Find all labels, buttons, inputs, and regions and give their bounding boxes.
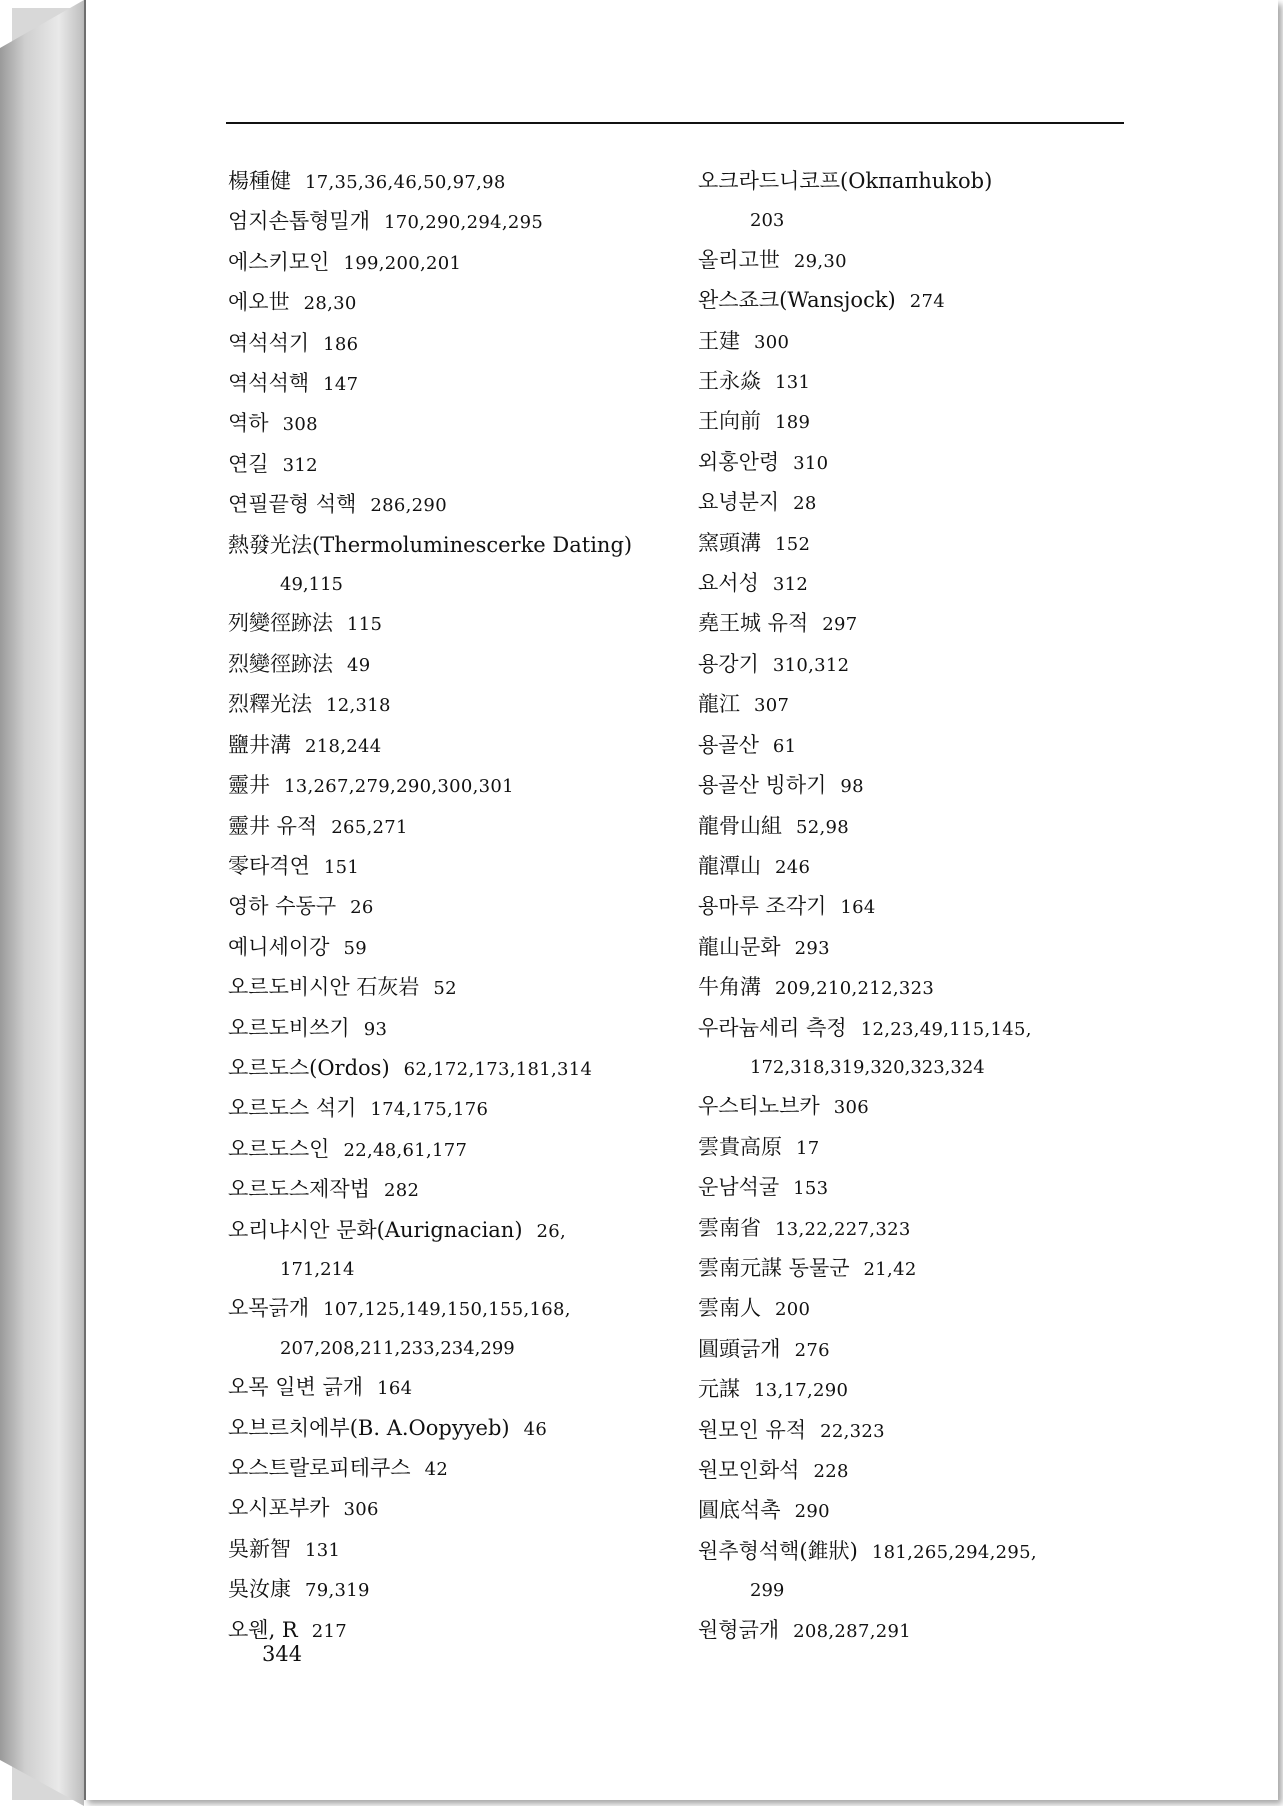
index-term: 원모인 유적	[698, 1417, 807, 1442]
index-term: 올리고世	[698, 247, 780, 272]
index-entry	[698, 402, 1138, 442]
index-pages: 26,	[536, 1220, 567, 1242]
index-pages: 12,23,49,115,145,	[860, 1018, 1032, 1040]
index-pages: 42	[424, 1459, 449, 1480]
index-term: 楊種健	[228, 169, 291, 193]
index-entry	[228, 928, 668, 968]
index-term: 오르도스 석기	[228, 1096, 357, 1121]
index-pages: 181,265,294,295,	[871, 1541, 1037, 1563]
index-pages: 22,323	[820, 1420, 885, 1442]
index-term: 우스티노브카	[698, 1094, 820, 1119]
index-term: 에오世	[228, 290, 290, 315]
index-entry	[228, 1489, 668, 1529]
index-term: 雲南元謀 동물군	[698, 1255, 850, 1280]
index-pages: 12,318	[326, 695, 391, 717]
index-term: 堯王城 유적	[698, 611, 809, 636]
index-pages: 293	[794, 937, 830, 959]
index-term: 완스죠크(Wansjock)	[698, 288, 896, 313]
index-entry	[228, 162, 668, 202]
index-term: 王永焱	[698, 369, 761, 394]
index-term: 雲貴高原	[698, 1134, 782, 1159]
index-pages: 79,319	[305, 1580, 370, 1602]
index-term: 오르도스인	[228, 1136, 330, 1161]
index-pages: 115	[347, 614, 383, 636]
index-entry	[228, 1368, 668, 1408]
index-entry	[228, 604, 668, 644]
index-pages: 152	[775, 533, 811, 555]
index-entry	[228, 968, 668, 1008]
index-pages: 310	[793, 452, 829, 474]
index-term: 元謀	[698, 1377, 740, 1402]
index-pages: 62,172,173,181,314	[403, 1058, 593, 1080]
index-entry	[698, 524, 1138, 564]
index-pages: 22,48,61,177	[343, 1139, 468, 1161]
index-pages-continued: 172,318,319,320,323,324	[750, 1056, 985, 1078]
index-entry	[698, 1491, 1138, 1531]
index-pages: 306	[833, 1097, 869, 1119]
index-pages-continued: 207,208,211,233,234,299	[280, 1337, 515, 1359]
index-term: 연길	[228, 451, 269, 476]
index-pages: 228	[813, 1461, 849, 1482]
index-entry	[698, 928, 1138, 968]
index-entry	[698, 968, 1138, 1008]
index-entry	[698, 1249, 1138, 1289]
index-entry	[228, 1530, 668, 1570]
index-pages: 310,312	[772, 654, 850, 676]
index-term: 오르도비시안 石灰岩	[228, 975, 420, 1000]
index-term: 오스트랄로피테쿠스	[228, 1456, 411, 1480]
index-term: 龍山문화	[698, 934, 781, 959]
index-entry	[228, 283, 668, 323]
index-pages: 290	[794, 1501, 830, 1523]
index-entry	[698, 726, 1138, 766]
index-entry	[698, 645, 1138, 685]
index-term: 예니세이강	[228, 934, 330, 959]
index-term: 원추형석핵(錐狀)	[698, 1538, 858, 1563]
index-pages: 21,42	[863, 1258, 917, 1280]
header-rule	[226, 122, 1124, 124]
index-pages: 151	[323, 856, 360, 878]
index-pages: 217	[311, 1620, 347, 1642]
index-entry	[698, 1209, 1138, 1249]
index-pages: 276	[794, 1339, 830, 1361]
index-term: 역석석핵	[228, 371, 310, 396]
index-entry	[228, 1049, 668, 1089]
index-pages: 131	[775, 372, 811, 394]
index-term: 列變徑跡法	[228, 611, 333, 636]
index-pages: 28	[793, 493, 817, 515]
index-column-right	[698, 162, 1138, 1651]
index-pages: 300	[754, 331, 790, 353]
index-pages: 52	[433, 978, 457, 1000]
index-term: 雲南人	[698, 1296, 761, 1321]
index-pages: 200	[775, 1299, 811, 1321]
index-entry	[228, 404, 668, 444]
index-pages: 153	[793, 1178, 829, 1200]
index-entry	[228, 445, 668, 485]
index-pages-continued: 203	[750, 210, 785, 232]
index-term: 우라늄세리 측정	[698, 1015, 847, 1040]
index-pages-continued: 171,214	[280, 1258, 355, 1280]
index-entry	[228, 1009, 668, 1049]
index-pages: 107,125,149,150,155,168,	[323, 1299, 571, 1321]
index-pages: 13,267,279,290,300,301	[284, 776, 514, 798]
index-entry	[698, 241, 1138, 281]
index-entry	[698, 604, 1138, 644]
index-entry	[698, 564, 1138, 604]
index-term: 오목 일변 긁개	[228, 1375, 364, 1400]
index-pages: 164	[377, 1378, 413, 1400]
index-pages: 174,175,176	[370, 1099, 489, 1121]
index-term: 오시포부카	[228, 1496, 330, 1521]
index-term: 烈釋光法	[228, 692, 312, 717]
index-term: 圓頭긁개	[698, 1336, 781, 1361]
index-entry	[698, 1330, 1138, 1370]
index-pages: 28,30	[303, 293, 357, 315]
index-term: 역석석기	[228, 330, 310, 355]
index-pages: 17	[796, 1137, 820, 1159]
index-term: 龍骨山組	[698, 813, 782, 838]
index-pages: 17,35,36,46,50,97,98	[305, 172, 506, 193]
index-entry	[698, 807, 1138, 847]
index-pages: 274	[909, 291, 946, 313]
index-entry	[698, 162, 1138, 202]
index-entry	[228, 324, 668, 364]
index-pages: 98	[840, 776, 864, 798]
index-term: 牛角溝	[698, 975, 761, 1000]
index-term: 鹽井溝	[228, 732, 291, 757]
index-pages: 189	[775, 412, 811, 434]
index-pages: 312	[282, 454, 318, 476]
index-term: 雲南省	[698, 1215, 761, 1240]
index-entry	[228, 726, 668, 766]
index-entry	[228, 1130, 668, 1170]
index-term: 오웬, R	[228, 1617, 298, 1642]
index-entry	[698, 1532, 1138, 1572]
index-term: 영하 수동구	[228, 894, 337, 919]
index-entry	[228, 1211, 668, 1251]
index-entry	[698, 1087, 1138, 1127]
index-term: 용강기	[698, 651, 759, 676]
index-pages: 61	[772, 735, 797, 757]
index-pages: 208,287,291	[793, 1620, 911, 1642]
index-entry	[698, 847, 1138, 887]
index-pages: 93	[363, 1018, 388, 1040]
index-entry	[698, 1009, 1138, 1049]
index-entry	[698, 443, 1138, 483]
index-term: 오목긁개	[228, 1296, 310, 1321]
index-pages: 265,271	[331, 816, 408, 838]
index-term: 王向前	[698, 409, 761, 434]
index-pages: 59	[343, 937, 367, 959]
index-term: 王建	[698, 328, 740, 353]
index-term: 烈變徑跡法	[228, 651, 333, 676]
index-pages: 170,290,294,295	[384, 212, 544, 234]
index-term: 吳新智	[228, 1536, 291, 1561]
index-pages: 307	[754, 695, 790, 717]
index-pages: 218,244	[305, 735, 382, 757]
index-entry	[698, 1289, 1138, 1329]
index-term: 오크라드니코프(Okπaπhukob)	[698, 169, 993, 193]
index-pages: 286,290	[370, 495, 447, 517]
index-entry	[228, 1170, 668, 1210]
index-entry	[228, 1089, 668, 1129]
index-term: 외홍안령	[698, 449, 780, 474]
index-term: 圓底석촉	[698, 1498, 781, 1523]
index-term: 吳汝康	[228, 1577, 291, 1602]
index-entry	[228, 1449, 668, 1489]
index-term: 오브르치에부(B. A.Oopyyeb)	[228, 1415, 510, 1440]
index-term: 원형긁개	[698, 1617, 780, 1642]
index-term: 熱發光法(Thermoluminescerke Dating)	[228, 532, 633, 557]
index-entry	[228, 887, 668, 927]
index-pages: 246	[775, 856, 811, 878]
index-term: 연필끝형 석핵	[228, 492, 357, 517]
index-entry	[228, 364, 668, 404]
index-entry	[698, 1611, 1138, 1651]
index-entry	[698, 322, 1138, 362]
index-entry	[698, 1168, 1138, 1208]
index-pages: 29,30	[793, 250, 847, 272]
index-term: 靈井	[228, 773, 270, 798]
index-term: 窯頭溝	[698, 530, 761, 555]
index-pages: 199,200,201	[343, 252, 462, 274]
index-term: 용마루 조각기	[698, 894, 827, 919]
index-term: 靈井 유적	[228, 813, 318, 838]
index-term: 龍潭山	[698, 853, 761, 878]
index-pages: 282	[384, 1180, 420, 1202]
index-entry	[228, 202, 668, 242]
index-entry	[228, 847, 668, 887]
index-pages: 13,17,290	[754, 1380, 849, 1402]
index-term: 운남석굴	[698, 1175, 780, 1200]
index-term: 엄지손톱형밀개	[228, 209, 371, 234]
index-entry	[228, 1409, 668, 1449]
index-entry	[698, 1128, 1138, 1168]
book-page	[84, 0, 1278, 1800]
index-column-left	[228, 162, 668, 1651]
index-entry	[228, 766, 668, 806]
index-entry	[698, 483, 1138, 523]
index-pages: 52,98	[796, 816, 850, 838]
index-pages: 209,210,212,323	[775, 978, 935, 1000]
index-term: 원모인화석	[698, 1458, 800, 1482]
index-entry	[698, 281, 1138, 321]
index-term: 요서성	[698, 571, 759, 596]
index-entry	[228, 685, 668, 725]
index-pages: 46	[523, 1418, 548, 1440]
index-pages: 26	[350, 897, 374, 919]
index-pages: 186	[323, 333, 359, 355]
index-term: 오르도스제작법	[228, 1177, 371, 1202]
index-entry	[228, 243, 668, 283]
index-term: 오르도스(Ordos)	[228, 1055, 390, 1080]
index-term: 龍江	[698, 692, 740, 717]
index-entry	[228, 485, 668, 525]
index-entry	[698, 1411, 1138, 1451]
index-pages-continued: 49,115	[280, 574, 343, 596]
index-term: 역하	[228, 411, 269, 436]
index-pages: 131	[305, 1539, 341, 1561]
index-term: 용골산 빙하기	[698, 773, 827, 798]
index-term: 에스키모인	[228, 249, 330, 274]
index-entry	[228, 807, 668, 847]
index-term: 零타격연	[228, 853, 310, 878]
index-entry	[228, 645, 668, 685]
index-entry	[698, 887, 1138, 927]
index-entry	[698, 362, 1138, 402]
index-pages: 49	[347, 654, 371, 676]
index-pages: 164	[840, 897, 876, 919]
index-entry	[228, 1570, 668, 1610]
index-pages: 306	[343, 1499, 379, 1521]
index-term: 요녕분지	[698, 490, 780, 515]
index-entry	[698, 685, 1138, 725]
index-pages: 297	[822, 614, 858, 636]
index-pages: 312	[772, 574, 809, 596]
index-entry	[228, 1289, 668, 1329]
index-entry	[228, 526, 668, 566]
page-number: 344	[262, 1642, 303, 1666]
index-pages: 147	[323, 374, 359, 396]
book-spine	[0, 0, 84, 1806]
index-entry	[698, 1451, 1138, 1491]
index-term: 용골산	[698, 732, 759, 757]
index-pages: 308	[282, 414, 318, 436]
index-pages: 13,22,227,323	[775, 1218, 911, 1240]
index-entry	[698, 1370, 1138, 1410]
index-pages-continued: 299	[750, 1580, 785, 1602]
index-term: 오르도비쓰기	[228, 1015, 350, 1040]
index-term: 오리냐시안 문화(Aurignacian)	[228, 1217, 523, 1242]
index-entry	[698, 766, 1138, 806]
